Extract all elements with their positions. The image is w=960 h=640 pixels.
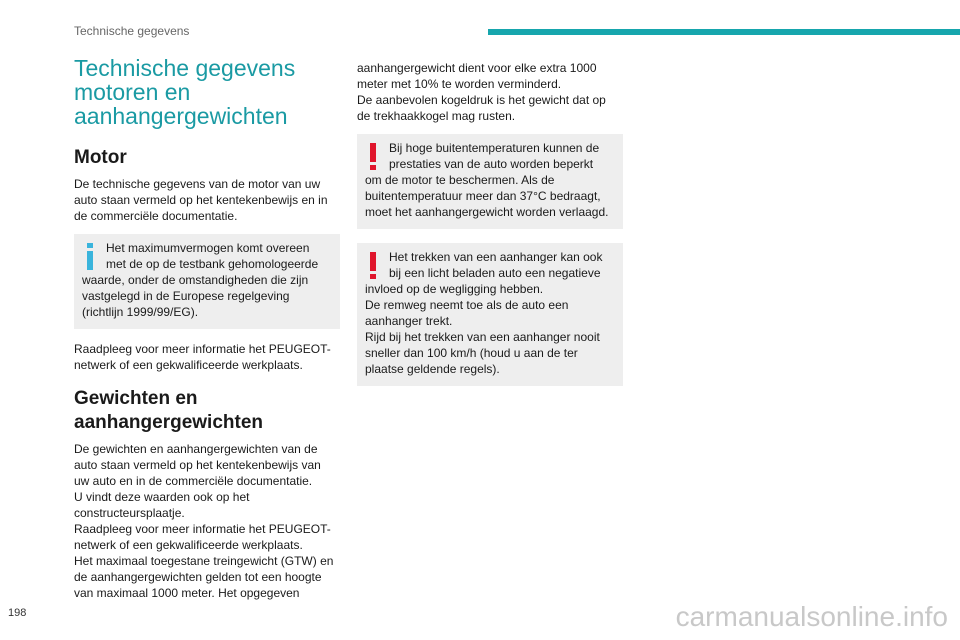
right-column <box>357 60 623 386</box>
text-line: Het maximaal toegestane treingewicht (GTW) en <box>74 554 334 568</box>
warning-box-towing <box>357 243 623 386</box>
text-line: waarde, onder de omstandigheden die zijn <box>82 273 309 287</box>
text-line: moet het aanhangergewicht worden verlaagd. <box>365 205 609 219</box>
text-line: de commerciële documentatie. <box>74 209 238 223</box>
text-line: prestaties van de auto worden beperkt <box>389 157 594 171</box>
text-line: plaatse geldende regels). <box>365 362 500 376</box>
text-line: De gewichten en aanhangergewichten van de <box>74 442 318 456</box>
text-line: Raadpleeg voor meer informatie het PEUGEOT- <box>74 522 331 536</box>
text-line: meter met 10% te worden verminderd. <box>357 77 562 91</box>
page-title-line: motoren en <box>74 79 191 105</box>
motor-paragraph <box>74 176 340 224</box>
text-line: om de motor te beschermen. Als de <box>365 173 555 187</box>
header-accent-bar <box>488 29 960 35</box>
watermark: carmanualsonline.info <box>675 601 948 632</box>
text-line: aanhangergewicht dient voor elke extra 1000 <box>357 61 597 75</box>
text-line: auto staan vermeld op het kentekenbewijs van <box>74 458 321 472</box>
section-title-weights <box>74 387 340 435</box>
text-line: Bij hoge buitentemperaturen kunnen de <box>389 141 600 155</box>
text-line: De technische gegevens van de motor van uw <box>74 177 321 191</box>
text-line: aanhanger trekt. <box>365 314 453 328</box>
text-line: auto staan vermeld op het kentekenbewijs en in <box>74 193 328 207</box>
text-line: bij een licht beladen auto een negatieve <box>389 266 601 280</box>
text-line: vastgelegd in de Europese regelgeving <box>82 289 290 303</box>
page-title-line: Technische gegevens <box>74 55 296 81</box>
page-title-line: aanhangergewichten <box>74 103 288 129</box>
left-column <box>74 56 340 601</box>
text-line: netwerk of een gekwalificeerde werkplaats. <box>74 358 303 372</box>
motor-more-info <box>74 341 340 373</box>
text-line: Het maximumvermogen komt overeen <box>106 241 310 255</box>
text-line: de trekhaakkogel mag rusten. <box>357 109 516 123</box>
text-line: Raadpleeg voor meer informatie het PEUGEOT- <box>74 342 331 356</box>
text-line: de aanhangergewichten gelden tot een hoogte <box>74 570 322 584</box>
info-box <box>74 234 340 329</box>
section-title-line: aanhangergewichten <box>74 412 263 433</box>
section-title-motor: Motor <box>74 147 127 168</box>
text-line: van maximaal 1000 meter. Het opgegeven <box>74 586 300 600</box>
text-line: (richtlijn 1999/99/EG). <box>82 305 199 319</box>
weights-continued <box>357 60 623 124</box>
text-line: met de op de testbank gehomologeerde <box>106 257 319 271</box>
text-line: Rijd bij het trekken van een aanhanger nooit <box>365 330 600 344</box>
text-line: U vindt deze waarden ook op het <box>74 490 250 504</box>
info-icon <box>84 243 96 271</box>
text-line: invloed op de wegligging hebben. <box>365 282 544 296</box>
warning-icon <box>367 143 379 171</box>
weights-paragraph <box>74 441 340 601</box>
text-line: De remweg neemt toe als de auto een <box>365 298 569 312</box>
text-line: uw auto en in de commerciële documentatie. <box>74 474 313 488</box>
text-line: sneller dan 100 km/h (houd u aan de ter <box>365 346 578 360</box>
text-line: netwerk of een gekwalificeerde werkplaats. <box>74 538 303 552</box>
page-title <box>74 56 340 128</box>
text-line: constructeursplaatje. <box>74 506 185 520</box>
section-title-line: Gewichten en <box>74 388 198 409</box>
text-line: De aanbevolen kogeldruk is het gewicht dat op <box>357 93 606 107</box>
page-number: 198 <box>8 607 27 619</box>
warning-box-temperature <box>357 134 623 229</box>
running-header: Technische gegevens <box>74 24 190 38</box>
text-line: Het trekken van een aanhanger kan ook <box>389 250 603 264</box>
warning-icon <box>367 252 379 280</box>
text-line: buitentemperatuur meer dan 37°C bedraagt, <box>365 189 601 203</box>
